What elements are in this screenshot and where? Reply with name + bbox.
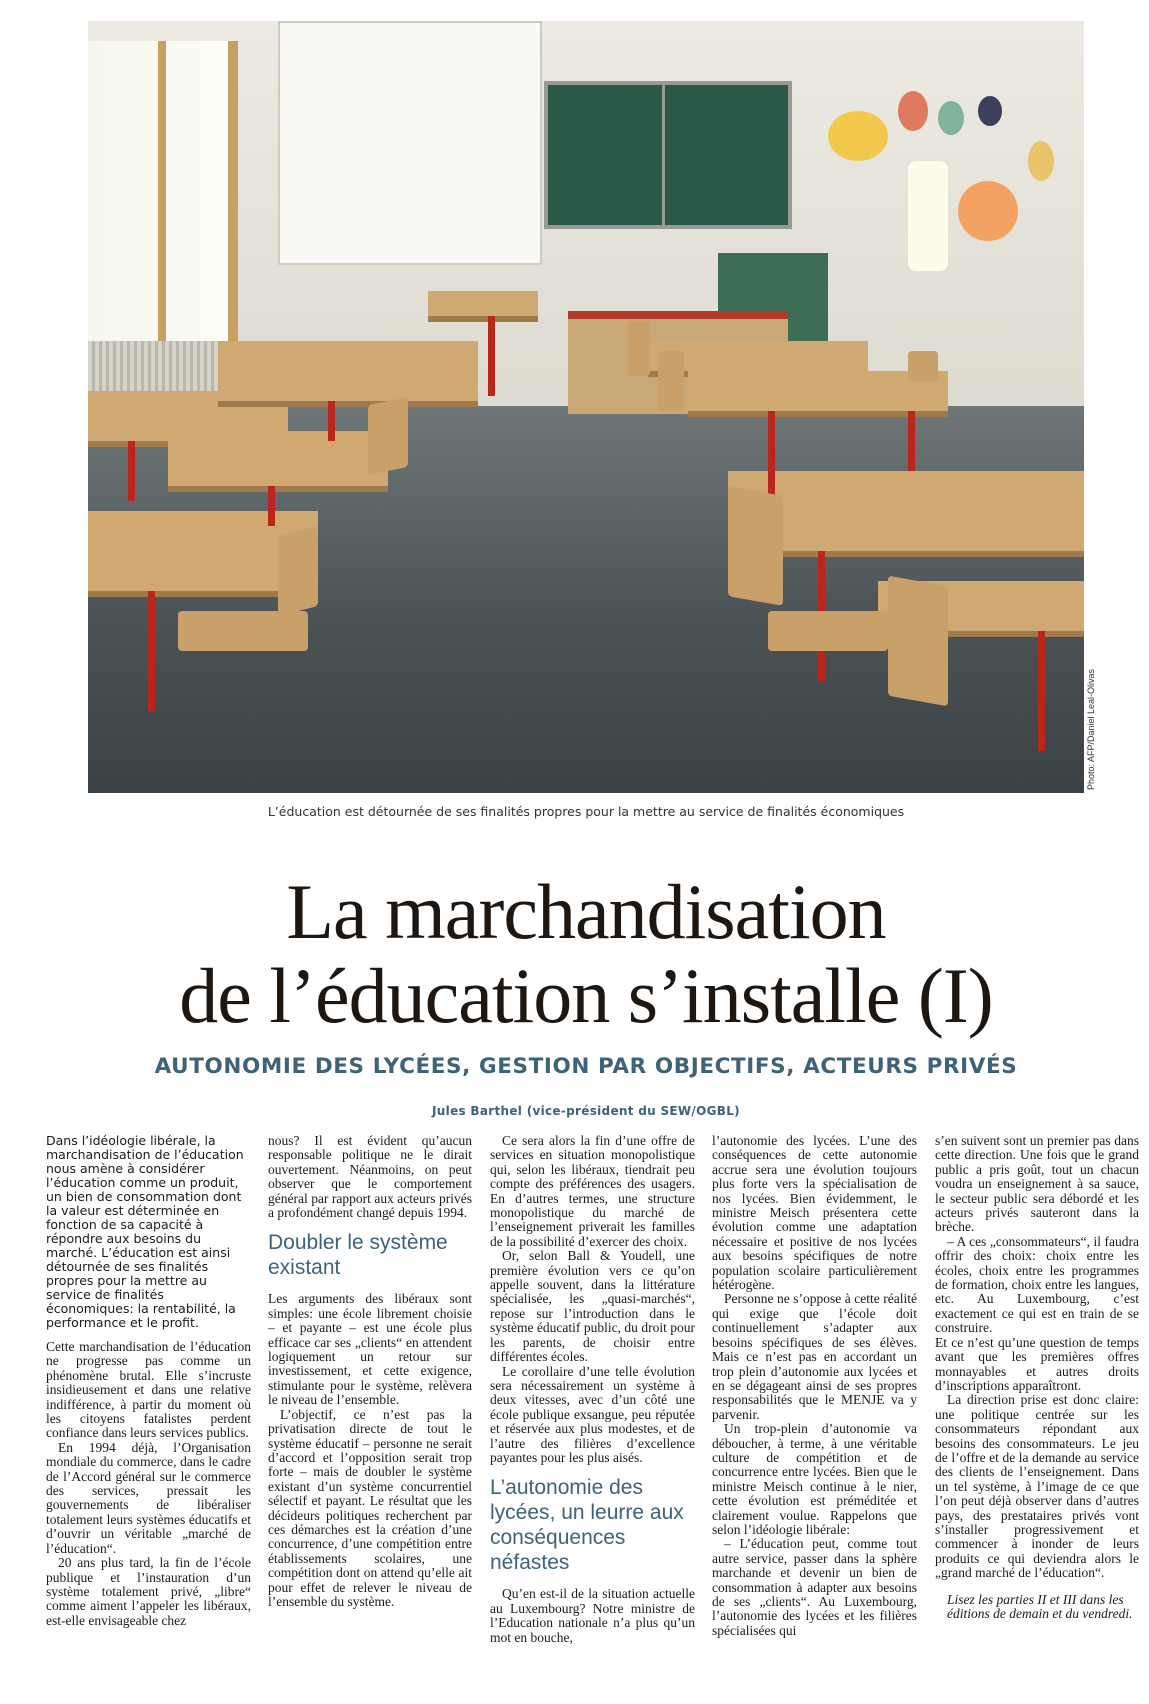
paragraph: La direction prise est donc claire: une politique centrée sur les consommateurs répondant aux besoins des consommateurs. Le jeu de l’offre et de la demande au service des clients de l’enseignement. Dans un tel système, à l’image de ce que l’on peut déjà observer dans d’autres pays, des prestataires privés vont s’installer progressivement et commencer à inonder de leurs produits ce qui deviendra alors le „grand marché de l’éducation“. [935,1392,1139,1581]
paragraph: Les arguments des libéraux sont simples: une école librement choisie – et payante – est une école plus efficace car ses „clients“ en attendent logiquement un retour sur investissement, et cette exigence, stimulante pour le système, relèvera le niveau de l’ensemble. [268,1291,472,1408]
photo-desk-leg [268,486,275,526]
paragraph: l’autonomie des lycées. L’une des conséquences de cette autonomie accrue sera une évolution toujours plus forte vers la spécialisation de nos lycées. Bien évidemment, le ministre Meisch présentera cette évolution comme une adaptation nécessaire et positive de nos lycées aux besoins spécifiques de notre population scolaire particulièrement hétérogène. [712,1133,917,1293]
article-column-1 [46,1134,251,1628]
paragraph: – A ces „consommateurs“, il faudra offrir des choix: choix entre les écoles, choix entre les programmes de formation, choix entre les langues, etc. Au Luxembourg, c’est exactement ce qui est en train de se construire. [935,1233,1139,1336]
article-lead: Dans l’idéologie libérale, la marchandisation de l’éducation nous amène à considérer l’éducation comme un produit, un bien de consommation dont la valeur est déterminée en fonction de sa capacité à répondre aux besoins du marché. L’éducation est ainsi détournée de ses finalités propres pour la mettre au service de finalités économiques: la rentabilité, la performance et le profit. [46,1133,244,1330]
crosshead: Doubler le système existant [268,1231,448,1280]
photo-credit: Photo: AFP/Daniel Leal-Olivas [1086,668,1096,790]
paragraph: Or, selon Ball & Youdell, une première évolution vers ce qu’on appelle souvent, dans la littérature spécialisée, les „quasi-marchés“, repose sur l’introduction dans le système éducatif public, du droit pour les parents, de choisir entre différentes écoles. [490,1248,695,1365]
classroom-photo [88,21,1084,793]
photo-caption: L’éducation est détournée de ses finalités propres pour la mettre au service de finalités économiques [267,804,905,819]
photo-desk [218,341,478,401]
photo-chair [908,351,938,381]
photo-desk-leg [148,591,155,711]
series-note: Lisez les parties II et III dans les éditions de demain et du vendredi. [947,1591,1133,1621]
paragraph: Le corollaire d’une telle évolution sera nécessairement un système à deux vitesses, avec d’un côté une école publique exsangue, peu réputée et réservée aux plus modestes, et de l’autre des filières d’excellence payantes pour les plus aisés. [490,1363,695,1465]
photo-chalkboard [544,81,792,229]
photo-chair [768,611,888,651]
paragraph: Et ce n’est qu’une question de temps avant que les premières offres monnayables et autres droits d’inscriptions apparaîtront. [935,1334,1139,1393]
crosshead: L’autonomie des lycées, un leurre aux conséquences néfastes [490,1476,684,1575]
photo-desk-leg [128,441,135,501]
photo-children-drawings [808,71,1058,281]
photo-projection-screen [278,21,542,265]
photo-desk [428,291,538,316]
photo-chair [728,486,783,606]
photo-chair [658,351,684,411]
photo-chalkboard-divider [662,85,665,225]
photo-chair [278,526,318,616]
paragraph: nous? Il est évident qu’aucun responsable politique ne le dirait ouvertement. Néanmoins, on peut observer que le comportement général par rapport aux acteurs privés a profondément changé depuis 1994. [268,1133,472,1221]
photo-window-frame [158,41,166,371]
article-column-4 [712,1134,917,1638]
article-column-2 [268,1134,472,1609]
photo-chair [178,611,308,651]
photo-desk-leg [908,411,915,471]
photo-chair [628,321,650,376]
title-line-2: de l’éducation s’installe (I) [179,952,993,1039]
title-line-1: La marchandisation [286,868,886,955]
photo-desk-leg [768,411,775,501]
paragraph: En 1994 déjà, l’Organisation mondiale du commerce, dans le cadre de l’Accord général sur le commerce des services, pressait les gouvernements de libéraliser totalement leurs systèmes éducatifs et d’ouvrir un véritable „marché de l’éducation“. [46,1439,251,1556]
photo-desk [168,431,388,486]
article-subtitle: AUTONOMIE DES LYCÉES, GESTION PAR OBJECTIFS, ACTEURS PRIVÉS [154,1054,1018,1079]
paragraph: s’en suivent sont un premier pas dans cette direction. Une fois que le grand public a pris goût, tout un chacun voudra un enseignement à sa sauce, le secteur public sera débordé et les acteurs privés sauteront dans la brèche. [935,1133,1139,1235]
article-author: Jules Barthel (vice-président du SEW/OGBL) [432,1104,740,1118]
article-title [88,870,1084,1038]
paragraph: Un trop-plein d’autonomie va déboucher, à terme, à une véritable culture de compétition et de concurrence entre lycées. Bien que le ministre Meisch continue à le nier, cette évolution est préméditée et clairement voulue. Rappelons que selon l’idéologie libérale: [712,1421,917,1537]
photo-desk-leg [328,401,335,441]
paragraph: Qu’en est-il de la situation actuelle au Luxembourg? Notre ministre de l’Education nationale n’a plus qu’un mot en bouche, [490,1586,695,1645]
paragraph: Cette marchandisation de l’éducation ne progresse pas comme un phénomène brutal. Elle s’incruste insidieusement et dans une relative indifférence, à partir du moment où les citoyens fatalistes perdent confiance dans leurs services publics. [46,1339,251,1441]
photo-chair [368,397,408,476]
photo-desk-leg [488,316,495,396]
photo-desk-leg [1038,631,1045,751]
article-column-5 [935,1134,1139,1621]
paragraph: 20 ans plus tard, la fin de l’école publique et l’instauration d’un système totalement privé, „libre“ comme aiment l’appeler les libéraux, est-elle envisageable chez [46,1555,251,1628]
paragraph: – L’éducation peut, comme tout autre service, passer dans la sphère marchande et devenir un bien de consommation à adapter aux besoins de ses „clients“. Au Luxembourg, l’autonomie des lycées et les filières spécialisées qui [712,1536,917,1638]
paragraph: L’objectif, ce n’est pas la privatisation directe de tout le système éducatif – personne ne serait d’accord et l’opposition serait trop forte – mais de doubler le système existant d’un système concurrentiel sélectif et payant. Le résultat que les décideurs politiques recherchent par ces démarches est la création d’une concurrence, d’une compétition entre établissements scolaires, une compétition dont on attend qu’elle ait pour effet de relever le niveau de l’ensemble du système. [268,1406,472,1609]
photo-chair [888,576,948,707]
article-column-3 [490,1134,695,1645]
paragraph: Ce sera alors la fin d’une offre de services en situation monopolistique qui, selon les libéraux, tiendrait peu compte des préférences des usagers. En d’autres termes, une structure monopolistique du marché de l’enseignement priverait les familles de la possibilité d’exercer des choix. [490,1133,695,1249]
paragraph: Personne ne s’oppose à cette réalité qui exige que l’école doit continuellement s’adapter aux besoins spécifiques de ses élèves. Mais ce n’est pas en accordant un trop plein d’autonomie aux lycées et en se dégageant ainsi de ses propres responsabilités que le MENJE va y parvenir. [712,1291,917,1422]
